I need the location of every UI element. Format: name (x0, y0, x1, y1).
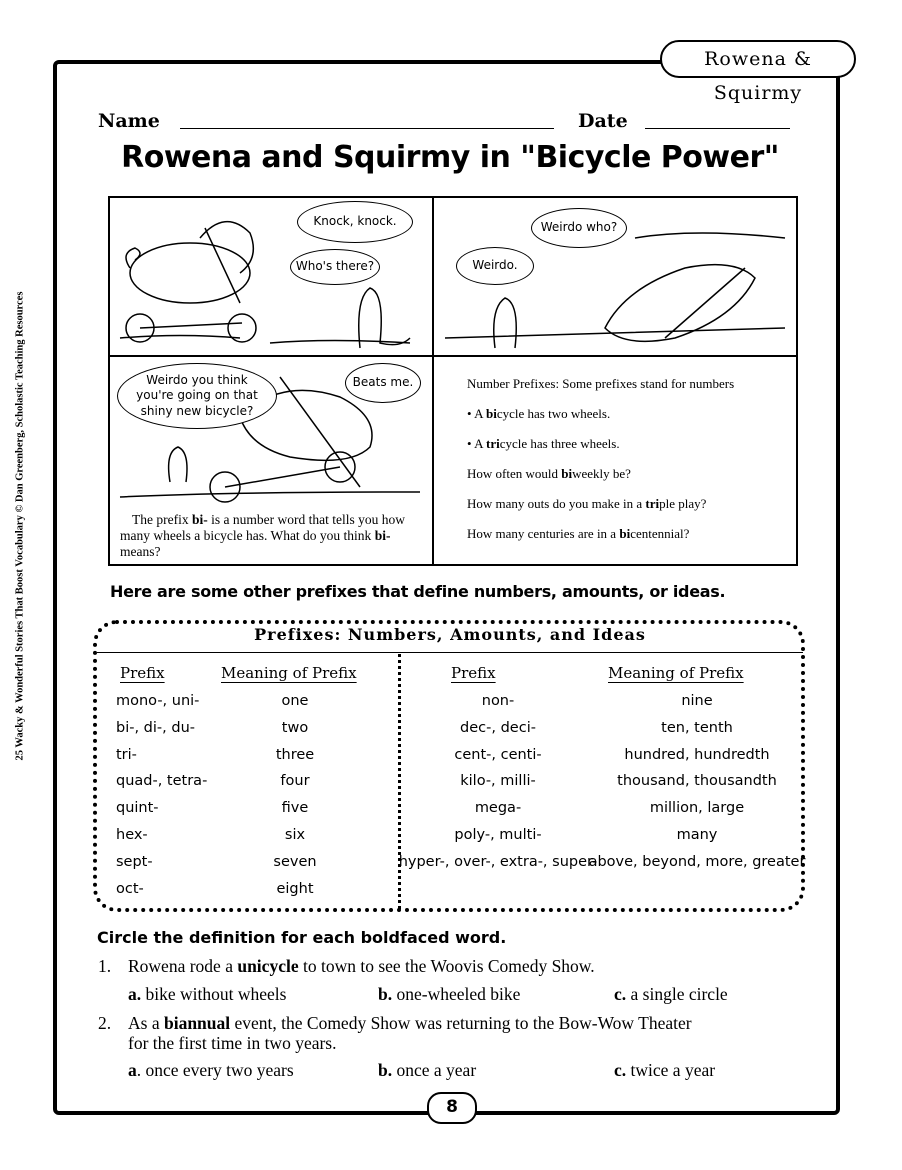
q1-number: 1. (98, 956, 112, 976)
np-biweekly: How often would biweekly be? (467, 466, 631, 481)
meaning-cell-left: four (280, 773, 310, 790)
np-bicentennial: How many centuries are in a bicentennial? (467, 526, 690, 541)
prefix-table-heading: Prefixes: Numbers, Amounts, and Ideas (254, 625, 646, 644)
prefix-cell-left: quad-, tetra- (116, 773, 208, 790)
name-line (180, 128, 554, 129)
prefix-cell-left: quint- (116, 800, 159, 817)
meaning-cell-left: two (281, 719, 309, 736)
series-tag: Rowena & Squirmy (660, 40, 856, 78)
col-header-prefix-right: Prefix (451, 664, 496, 682)
q1-option-a[interactable]: a. bike without wheels (128, 984, 287, 1004)
col-header-meaning-right: Meaning of Prefix (608, 664, 744, 682)
q2-text: As a biannual event, the Comedy Show was returning to the Bow-Wow Theater (128, 1013, 692, 1033)
q1-option-c[interactable]: c. a single circle (614, 984, 728, 1004)
prefix-cell-right: poly-, multi- (454, 827, 542, 843)
date-line (645, 128, 790, 129)
meaning-cell-right: million, large (649, 800, 745, 817)
q2-number: 2. (98, 1013, 112, 1033)
prefix-cell-right: kilo-, milli- (460, 773, 536, 790)
meaning-cell-left: one (281, 693, 309, 709)
meaning-cell-left: three (275, 746, 315, 763)
prefix-cell-left: oct- (116, 880, 144, 897)
number-prefixes-title: Number Prefixes: Some prefixes stand for numbers (467, 376, 735, 391)
section-subtitle: Here are some other prefixes that define numbers, amounts, or ideas. (110, 582, 726, 601)
prefix-cell-right: hyper-, over-, extra-, super- (398, 853, 598, 870)
page-number: 8 (427, 1092, 477, 1124)
np-bicycle: • A bicycle has two wheels. (467, 406, 611, 421)
panel3-caption: The prefix bi- is a number word that tells you how many wheels a bicycle has. What do you think bi- means? (120, 512, 405, 560)
meaning-cell-right: hundred, hundredth (624, 746, 770, 763)
prefix-cell-right: cent-, centi- (454, 746, 542, 763)
q2-option-b[interactable]: b. once a year (378, 1060, 477, 1080)
meaning-cell-left: seven (273, 853, 317, 870)
col-header-prefix-left: Prefix (120, 664, 165, 682)
name-label: Name (98, 110, 160, 132)
meaning-cell-right: above, beyond, more, greater (588, 853, 806, 870)
prefix-table-rule (97, 652, 803, 653)
q1-text: Rowena rode a unicycle to town to see the Woovis Comedy Show. (128, 956, 595, 976)
meaning-cell-right: thousand, thousandth (617, 773, 777, 790)
prefix-cell-right: mega- (474, 800, 522, 817)
q2-option-c[interactable]: c. twice a year (614, 1060, 716, 1080)
q2-text-line2: for the first time in two years. (128, 1033, 337, 1053)
np-tricycle: • A tricycle has three wheels. (467, 436, 620, 451)
prefix-cell-right: non- (481, 693, 515, 709)
meaning-cell-left: six (284, 827, 306, 843)
prefix-cell-left: tri- (116, 746, 137, 763)
bubble-weirdo-you-think: Weirdo you think you're going on that shiny new bicycle? (117, 363, 277, 429)
meaning-cell-right: many (676, 827, 718, 843)
bubble-whos-there: Who's there? (290, 249, 380, 285)
page-title: Rowena and Squirmy in "Bicycle Power" (121, 140, 779, 175)
prefix-cell-left: bi-, di-, du- (116, 719, 195, 736)
bubble-beats-me: Beats me. (345, 363, 421, 403)
np-triple: How many outs do you make in a triple play? (467, 496, 707, 511)
prefix-cell-left: mono-, uni- (116, 693, 200, 709)
meaning-cell-left: five (281, 800, 309, 817)
side-credit: 25 Wacky & Wonderful Stories That Boost Vocabulary © Dan Greenberg, Scholastic Teaching Resources (14, 291, 26, 761)
prefix-cell-left: hex- (116, 827, 148, 843)
bubble-weirdo: Weirdo. (456, 247, 534, 285)
q2-option-a[interactable]: a. once every two years (128, 1060, 294, 1080)
instruction: Circle the definition for each boldfaced word. (97, 928, 507, 947)
date-label: Date (578, 110, 628, 132)
meaning-cell-right: ten, tenth (661, 719, 733, 736)
bubble-knock-knock: Knock, knock. (297, 201, 413, 243)
meaning-cell-left: eight (276, 880, 314, 897)
meaning-cell-right: nine (681, 693, 713, 709)
col-header-meaning-left: Meaning of Prefix (221, 664, 357, 682)
q1-option-b[interactable]: b. one-wheeled bike (378, 984, 521, 1004)
prefix-cell-right: dec-, deci- (460, 719, 536, 736)
bubble-weirdo-who: Weirdo who? (531, 208, 627, 248)
comic-divider-vertical (432, 196, 434, 566)
prefix-cell-left: sept- (116, 853, 153, 870)
